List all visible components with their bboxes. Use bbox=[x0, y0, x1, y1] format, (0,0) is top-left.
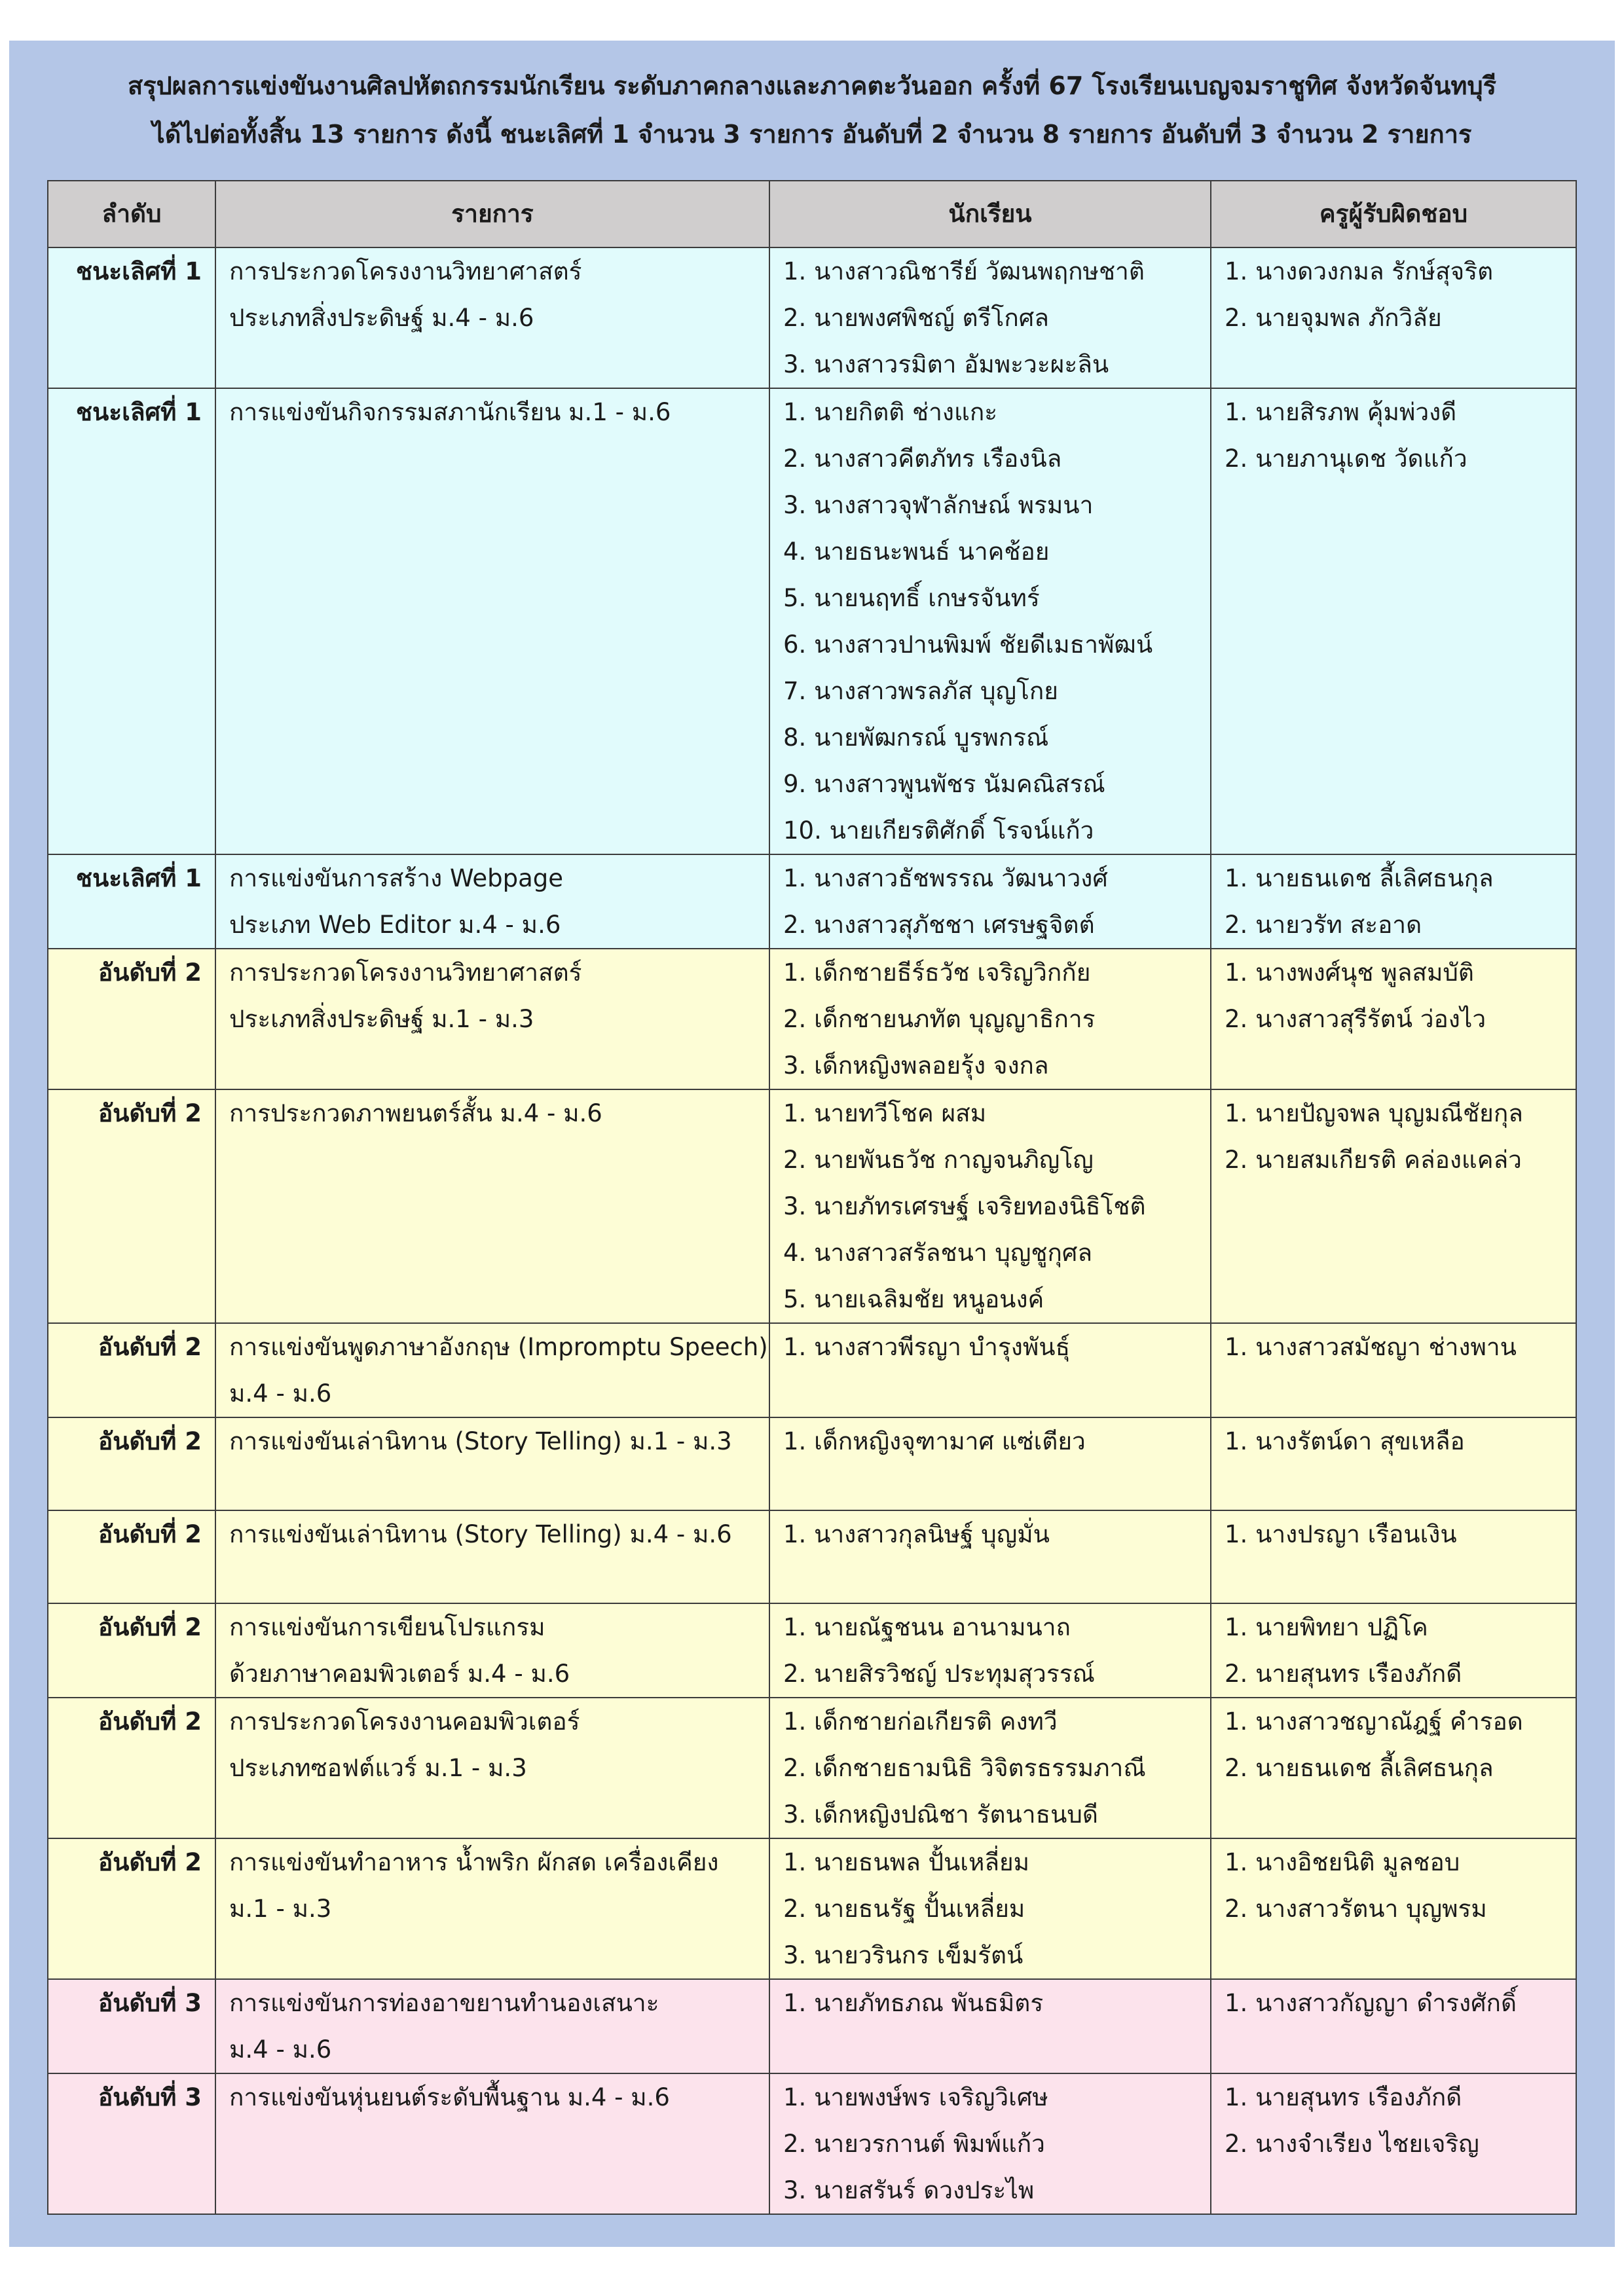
student-name: 2. นางสาวคีตภัทร เรืองนิล bbox=[783, 445, 1062, 473]
student-name: 3. นายภัทรเศรษฐ์ เจริยทองนิธิโชติ bbox=[783, 1192, 1146, 1220]
teacher-name: 2. นายภานุเดช วัดแก้ว bbox=[1225, 445, 1467, 473]
students-cell bbox=[769, 949, 1211, 1089]
event-cell bbox=[215, 1510, 769, 1603]
table-row bbox=[48, 247, 1576, 388]
teachers-cell bbox=[1211, 388, 1576, 854]
event-name-line: การแข่งขันทำอาหาร น้ำพริก ผักสด เครื่องเคียง bbox=[229, 1848, 719, 1876]
teacher-name: 2. นายสุนทร เรืองภักดี bbox=[1225, 1660, 1462, 1688]
student-name: 1. นางสาวธัชพรรณ วัฒนาวงศ์ bbox=[783, 864, 1108, 892]
student-name: 1. เด็กหญิงจุฑามาศ แซ่เตียว bbox=[783, 1427, 1086, 1455]
teachers-cell bbox=[1211, 1698, 1576, 1838]
teachers-cell bbox=[1211, 247, 1576, 388]
rank-cell: อันดับที่ 2 bbox=[48, 1510, 215, 1603]
table-row bbox=[48, 1510, 1576, 1603]
teachers-cell bbox=[1211, 1838, 1576, 1979]
teacher-name: 1. นางดวงกมล รักษ์สุจริต bbox=[1225, 257, 1494, 285]
teachers-cell bbox=[1211, 1603, 1576, 1698]
student-name: 1. นางสาวณิชารีย์ วัฒนพฤกษชาติ bbox=[783, 257, 1145, 285]
event-cell bbox=[215, 949, 769, 1089]
student-name: 1. นายทวีโชค ผสม bbox=[783, 1099, 987, 1127]
teacher-name: 2. นางสาวสุรีรัตน์ ว่องไว bbox=[1225, 1005, 1486, 1033]
student-name: 1. นายณัฐชนน อานามนาถ bbox=[783, 1613, 1071, 1641]
teacher-name: 2. นางสาวรัตนา บุญพรม bbox=[1225, 1895, 1487, 1923]
table-row bbox=[48, 1838, 1576, 1979]
student-name: 1. นางสาวพีรญา บำรุงพันธุ์ bbox=[783, 1333, 1071, 1361]
student-name: 4. นางสาวสรัลชนา บุญชูกุศล bbox=[783, 1239, 1093, 1267]
table-row bbox=[48, 388, 1576, 854]
table-row bbox=[48, 1089, 1576, 1323]
student-name: 3. นายวรินกร เข็มรัตน์ bbox=[783, 1941, 1024, 1969]
teacher-name: 1. นางรัตน์ดา สุขเหลือ bbox=[1225, 1427, 1465, 1455]
student-name: 3. เด็กหญิงพลอยรุ้ง จงกล bbox=[783, 1051, 1049, 1080]
teachers-cell bbox=[1211, 949, 1576, 1089]
students-cell bbox=[769, 1979, 1211, 2073]
teacher-name: 1. นายสิรภพ คุ้มพ่วงดี bbox=[1225, 398, 1457, 426]
rank-cell: อันดับที่ 3 bbox=[48, 1979, 215, 2073]
rank-cell: ชนะเลิศที่ 1 bbox=[48, 247, 215, 388]
teachers-cell bbox=[1211, 2073, 1576, 2214]
teachers-cell bbox=[1211, 854, 1576, 949]
rank-cell: ชนะเลิศที่ 1 bbox=[48, 388, 215, 854]
students-cell bbox=[769, 388, 1211, 854]
student-name: 2. นายธนรัฐ ปั้นเหลี่ยม bbox=[783, 1895, 1025, 1923]
rank-cell: อันดับที่ 2 bbox=[48, 1417, 215, 1510]
table-row bbox=[48, 949, 1576, 1089]
student-name: 9. นางสาวพูนพัชร นัมคณิสรณ์ bbox=[783, 770, 1105, 798]
event-name-line: ม.1 - ม.3 bbox=[229, 1895, 332, 1923]
teacher-name: 2. นางจำเรียง ไชยเจริญ bbox=[1225, 2130, 1479, 2158]
rank-cell: ชนะเลิศที่ 1 bbox=[48, 854, 215, 949]
table-row bbox=[48, 1979, 1576, 2073]
rank-cell: อันดับที่ 2 bbox=[48, 1323, 215, 1417]
event-cell bbox=[215, 2073, 769, 2214]
event-name-line: การแข่งขันการท่องอาขยานทำนองเสนาะ bbox=[229, 1989, 659, 2017]
results-table bbox=[47, 180, 1577, 2215]
student-name: 1. นายธนพล ปั้นเหลี่ยม bbox=[783, 1848, 1030, 1876]
report-summary: ได้ไปต่อทั้งสิ้น 13 รายการ ดังนี้ ชนะเลิศที่ 1 จำนวน 3 รายการ อันดับที่ 2 จำนวน 8 รายการ อันดับที่ 3 จำนวน 2 รายการ bbox=[152, 120, 1472, 149]
event-name-line: การแข่งขันเล่านิทาน (Story Telling) ม.4 - ม.6 bbox=[229, 1520, 732, 1548]
column-header-event: รายการ bbox=[215, 181, 769, 247]
student-name: 2. นายพงศพิชญ์ ตรีโกศล bbox=[783, 304, 1049, 332]
event-name-line: ม.4 - ม.6 bbox=[229, 1379, 332, 1408]
teachers-cell bbox=[1211, 1323, 1576, 1417]
student-name: 3. นางสาวจุฬาลักษณ์ พรมนา bbox=[783, 491, 1094, 519]
event-name-line: การแข่งขันเล่านิทาน (Story Telling) ม.1 - ม.3 bbox=[229, 1427, 732, 1455]
event-cell bbox=[215, 247, 769, 388]
event-cell bbox=[215, 1838, 769, 1979]
event-cell bbox=[215, 1603, 769, 1698]
teachers-cell bbox=[1211, 1417, 1576, 1510]
event-name-line: ประเภทซอฟต์แวร์ ม.1 - ม.3 bbox=[229, 1754, 527, 1782]
rank-cell: อันดับที่ 3 bbox=[48, 2073, 215, 2214]
event-name-line: การแข่งขันหุ่นยนต์ระดับพื้นฐาน ม.4 - ม.6 bbox=[229, 2083, 670, 2111]
table-row bbox=[48, 1603, 1576, 1698]
teacher-name: 2. นายธนเดช ลี้เลิศธนกุล bbox=[1225, 1754, 1494, 1782]
event-name-line: การแข่งขันกิจกรรมสภานักเรียน ม.1 - ม.6 bbox=[229, 398, 671, 426]
rank-cell: อันดับที่ 2 bbox=[48, 1838, 215, 1979]
students-cell bbox=[769, 854, 1211, 949]
teachers-cell bbox=[1211, 1510, 1576, 1603]
column-header-rank: ลำดับ bbox=[48, 181, 215, 247]
students-cell bbox=[769, 2073, 1211, 2214]
student-name: 1. เด็กชายธีร์ธวัช เจริญวิกกัย bbox=[783, 958, 1091, 987]
teacher-name: 1. นายสุนทร เรืองภักดี bbox=[1225, 2083, 1462, 2111]
table-row bbox=[48, 1417, 1576, 1510]
report-title: สรุปผลการแข่งขันงานศิลปหัตถกรรมนักเรียน ระดับภาคกลางและภาคตะวันออก ครั้งที่ 67 โรงเรียนเบญจมราชูทิศ จังหวัดจันทบุรี bbox=[128, 71, 1496, 100]
teachers-cell bbox=[1211, 1979, 1576, 2073]
students-cell bbox=[769, 1323, 1211, 1417]
student-name: 2. นายวรกานต์ พิมพ์แก้ว bbox=[783, 2130, 1045, 2158]
table-header-row bbox=[48, 181, 1576, 247]
student-name: 4. นายธนะพนธ์ นาคช้อย bbox=[783, 538, 1050, 566]
student-name: 8. นายพัฒกรณ์ บูรพกรณ์ bbox=[783, 723, 1049, 752]
teacher-name: 2. นายจุมพล ภักวิลัย bbox=[1225, 304, 1442, 332]
event-cell bbox=[215, 1323, 769, 1417]
table-row bbox=[48, 854, 1576, 949]
teacher-name: 1. นายปัญจพล บุญมณีชัยกุล bbox=[1225, 1099, 1523, 1127]
teacher-name: 1. นางสาวชญาณัฎฐ์ คำรอด bbox=[1225, 1707, 1523, 1736]
student-name: 2. นางสาวสุภัชชา เศรษฐจิตต์ bbox=[783, 911, 1095, 939]
teacher-name: 1. นางอิชยนิติ มูลชอบ bbox=[1225, 1848, 1460, 1876]
students-cell bbox=[769, 1838, 1211, 1979]
event-name-line: การประกวดโครงงานวิทยาศาสตร์ bbox=[229, 958, 582, 987]
table-row bbox=[48, 1698, 1576, 1838]
teachers-cell bbox=[1211, 1089, 1576, 1323]
student-name: 10. นายเกียรติศักดิ์ โรจน์แก้ว bbox=[783, 816, 1094, 845]
student-name: 6. นางสาวปานพิมพ์ ชัยดีเมธาพัฒน์ bbox=[783, 630, 1153, 659]
event-name-line: ประเภท Web Editor ม.4 - ม.6 bbox=[229, 911, 561, 939]
table-row bbox=[48, 1323, 1576, 1417]
teacher-name: 1. นายธนเดช ลี้เลิศธนกุล bbox=[1225, 864, 1494, 892]
students-cell bbox=[769, 1089, 1211, 1323]
student-name: 2. เด็กชายนภทัต บุญญาธิการ bbox=[783, 1005, 1096, 1033]
students-cell bbox=[769, 1603, 1211, 1698]
event-cell bbox=[215, 854, 769, 949]
student-name: 5. นายนฤทธิ์ เกษรจันทร์ bbox=[783, 584, 1040, 612]
student-name: 2. นายพันธวัช กาญจนภิญโญ bbox=[783, 1146, 1094, 1174]
event-name-line: ประเภทสิ่งประดิษฐ์ ม.4 - ม.6 bbox=[229, 304, 534, 332]
event-name-line: ประเภทสิ่งประดิษฐ์ ม.1 - ม.3 bbox=[229, 1005, 534, 1033]
teacher-name: 2. นายสมเกียรติ คล่องแคล่ว bbox=[1225, 1146, 1522, 1174]
event-name-line: ม.4 - ม.6 bbox=[229, 2035, 332, 2064]
teacher-name: 1. นายพิทยา ปฏิโค bbox=[1225, 1613, 1428, 1641]
student-name: 1. นายพงษ์พร เจริญวิเศษ bbox=[783, 2083, 1048, 2111]
student-name: 1. นายกิตติ ช่างแกะ bbox=[783, 398, 998, 426]
student-name: 3. นายสรันร์ ดวงประไพ bbox=[783, 2176, 1035, 2204]
column-header-students: นักเรียน bbox=[769, 181, 1211, 247]
event-cell bbox=[215, 1979, 769, 2073]
students-cell bbox=[769, 1510, 1211, 1603]
student-name: 1. เด็กชายก่อเกียรติ คงทวี bbox=[783, 1707, 1058, 1736]
student-name: 3. เด็กหญิงปณิชา รัตนาธนบดี bbox=[783, 1800, 1098, 1829]
students-cell bbox=[769, 247, 1211, 388]
event-name-line: ด้วยภาษาคอมพิวเตอร์ ม.4 - ม.6 bbox=[229, 1660, 570, 1688]
teacher-name: 1. นางสาวสมัชญา ช่างพาน bbox=[1225, 1333, 1517, 1361]
table-row bbox=[48, 2073, 1576, 2214]
event-name-line: การแข่งขันการเขียนโปรแกรม bbox=[229, 1613, 545, 1641]
student-name: 1. นายภัทธภณ พันธมิตร bbox=[783, 1989, 1044, 2017]
teacher-name: 1. นางสาวกัญญา ดำรงศักดิ์ bbox=[1225, 1989, 1517, 2017]
rank-cell: อันดับที่ 2 bbox=[48, 1089, 215, 1323]
column-header-teachers: ครูผู้รับผิดชอบ bbox=[1211, 181, 1576, 247]
report-header bbox=[9, 41, 1615, 172]
event-cell bbox=[215, 1698, 769, 1838]
student-name: 2. เด็กชายธามนิธิ วิจิตรธรรมภาณี bbox=[783, 1754, 1146, 1782]
student-name: 1. นางสาวกุลนิษฐ์ บุญมั่น bbox=[783, 1520, 1050, 1548]
event-cell bbox=[215, 1417, 769, 1510]
teacher-name: 1. นางพงศ์นุช พูลสมบัติ bbox=[1225, 958, 1474, 987]
student-name: 2. นายสิรวิชญ์ ประทุมสุวรรณ์ bbox=[783, 1660, 1095, 1688]
event-name-line: การแข่งขันพูดภาษาอังกฤษ (Impromptu Speech) bbox=[229, 1333, 768, 1361]
teacher-name: 2. นายวรัท สะอาด bbox=[1225, 911, 1422, 939]
event-name-line: การประกวดโครงงานคอมพิวเตอร์ bbox=[229, 1707, 580, 1736]
event-cell bbox=[215, 1089, 769, 1323]
results-table-body bbox=[48, 247, 1576, 2214]
rank-cell: อันดับที่ 2 bbox=[48, 1698, 215, 1838]
student-name: 7. นางสาวพรลภัส บุญโกย bbox=[783, 677, 1058, 705]
rank-cell: อันดับที่ 2 bbox=[48, 949, 215, 1089]
event-name-line: การประกวดโครงงานวิทยาศาสตร์ bbox=[229, 257, 582, 285]
event-name-line: การประกวดภาพยนตร์สั้น ม.4 - ม.6 bbox=[229, 1099, 602, 1127]
event-cell bbox=[215, 388, 769, 854]
event-name-line: การแข่งขันการสร้าง Webpage bbox=[229, 864, 564, 892]
students-cell bbox=[769, 1698, 1211, 1838]
rank-cell: อันดับที่ 2 bbox=[48, 1603, 215, 1698]
teacher-name: 1. นางปรญา เรือนเงิน bbox=[1225, 1520, 1457, 1548]
student-name: 3. นางสาวรมิตา อัมพะวะผะลิน bbox=[783, 350, 1109, 378]
student-name: 5. นายเฉลิมชัย หนูอนงค์ bbox=[783, 1285, 1044, 1313]
students-cell bbox=[769, 1417, 1211, 1510]
